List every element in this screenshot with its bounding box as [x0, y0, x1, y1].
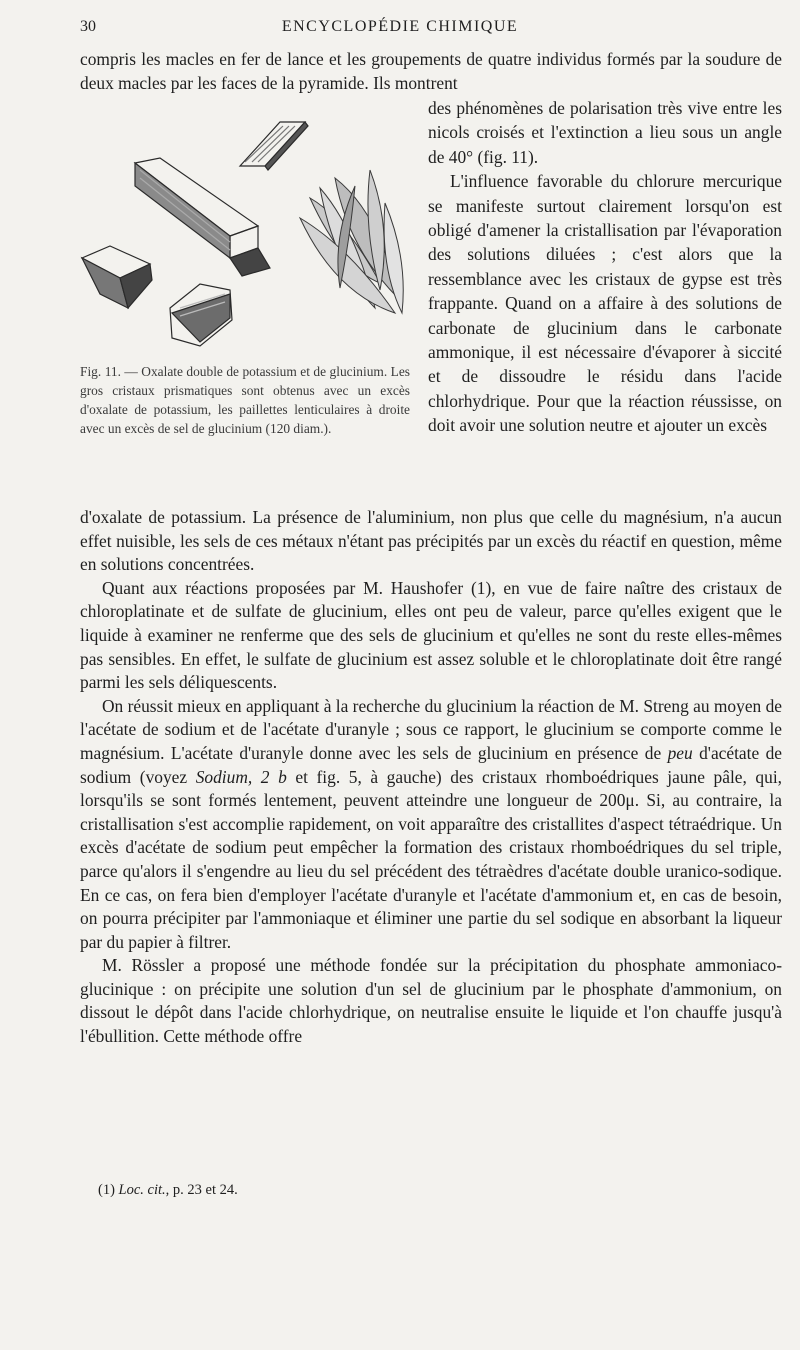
figure-caption: Fig. 11. — Oxalate double de potassium et de glucinium. Les gros cristaux prismatiques sont obtenus avec un excès d'oxalate de potassium, les paillettes lenticulaires à droite avec un excès de sel de glucinium (120 diam.). — [80, 364, 410, 436]
running-head: ENCYCLOPÉDIE CHIMIQUE — [281, 18, 519, 35]
lower-text-block — [80, 506, 782, 1049]
side-paragraph-2: L'influence favorable du chlorure mercurique se manifeste surtout clairement lorsqu'on est obligé d'amener la cristallisation par l'évaporation des solutions diluées ; c'est alors que la ressemblance avec les cristaux de gypse est très frappante. Quand on a affaire à des solutions de carbonate de glucinium dans le carbonate ammonique, il est nécessaire d'évaporer à siccité et de dissoudre le résidu dans l'acide chlorhydrique. Pour que la réaction réussisse, on doit avoir une solution neutre et ajouter un excès — [428, 171, 782, 436]
streng-emphasis-peu: peu — [667, 742, 693, 763]
streng-text-b: d'acétate de sodium (voyez — [80, 742, 783, 787]
crystal-figure — [80, 108, 415, 358]
side-column — [428, 96, 782, 438]
footnote-ref: Loc. cit. — [118, 1182, 166, 1198]
footnote-text: , p. 23 et 24. — [165, 1182, 238, 1198]
streng-ref-sodium: Sodium, 2 b — [195, 766, 287, 787]
side-paragraph-1: des phénomènes de polarisation très vive entre les nicols croisés et l'extinction a lieu sous un angle de 40° (fig. 11). — [428, 98, 782, 167]
footnote-marker: (1) — [98, 1182, 115, 1198]
paragraph-streng — [80, 695, 782, 955]
streng-text-c: et fig. 5, à gauche) des cristaux rhomboédriques jaune pâle, qui, lorsqu'ils se sont formés lentement, peuvent atteindre une longueur de 200μ. Si, au contraire, la cristallisation s'est accomplie rapidement, on voit apparaître des cristallites d'aspect tétraédrique. Un excès d'acétate de sodium peut empêcher la formation des cristaux rhomboédriques du sel triple, parce qu'alors il s'engendre au lieu du sel précédent des tétraèdres d'acétate double uranico-sodique. En ce cas, on fera bien d'employer l'acétate d'uranyle et l'acétate d'ammonium et, en cas de besoin, on pourra précipiter par l'ammoniaque et éliminer une partie du sel sodique en absorbant la liqueur par du papier à filtrer. — [80, 766, 782, 952]
intro-text: compris les macles en fer de lance et les groupements de quatre individus formés par la soudure de deux macles par les faces de la pyramide. Ils montrent — [80, 49, 782, 93]
footnote — [98, 1182, 238, 1199]
paragraph-rossler: M. Rössler a proposé une méthode fondée sur la précipitation du phosphate ammoniaco-glucinique : on précipite une solution d'un sel de glucinium par le phosphate d'ammonium, on dissout le dépôt dans l'acide chlorhydrique, on neutralise ensuite le liquide et l'on chauffe jusqu'à l'ébullition. Cette méthode offre — [80, 955, 782, 1047]
paragraph-haushofer: Quant aux réactions proposées par M. Haushofer (1), en vue de faire naître des cristaux de chloroplatinate et de sulfate de glucinium, elles ont peu de valeur, parce qu'elles exigent que le liquide à examiner ne renferme que des sels de glucinium et qu'elles ne sont du reste elles-mêmes pas sensibles. En effet, le sulfate de glucinium est assez soluble et le chloroplatinate doit être rangé parmi les sels déliquescents. — [80, 577, 782, 693]
crystal-illustration — [80, 108, 415, 358]
lenticular-plates — [300, 170, 403, 313]
paragraph-continuation: d'oxalate de potassium. La présence de l'aluminium, non plus que celle du magnésium, n'a aucun effet nuisible, les sels de ces métaux n'étant pas précipités par un excès du réactif en question, même en solutions concentrées. — [80, 507, 782, 575]
intro-paragraph — [80, 48, 782, 95]
page-number: 30 — [80, 18, 96, 35]
streng-text-a: On réussit mieux en appliquant à la recherche du glucinium la réaction de M. Streng au moyen de l'acétate de sodium et de l'acétate d'uranyle ; sous ce rapport, le glucinium se comporte comme le magnésium. L'acétate d'uranyle donne avec les sels de glucinium en présence de — [80, 695, 782, 763]
